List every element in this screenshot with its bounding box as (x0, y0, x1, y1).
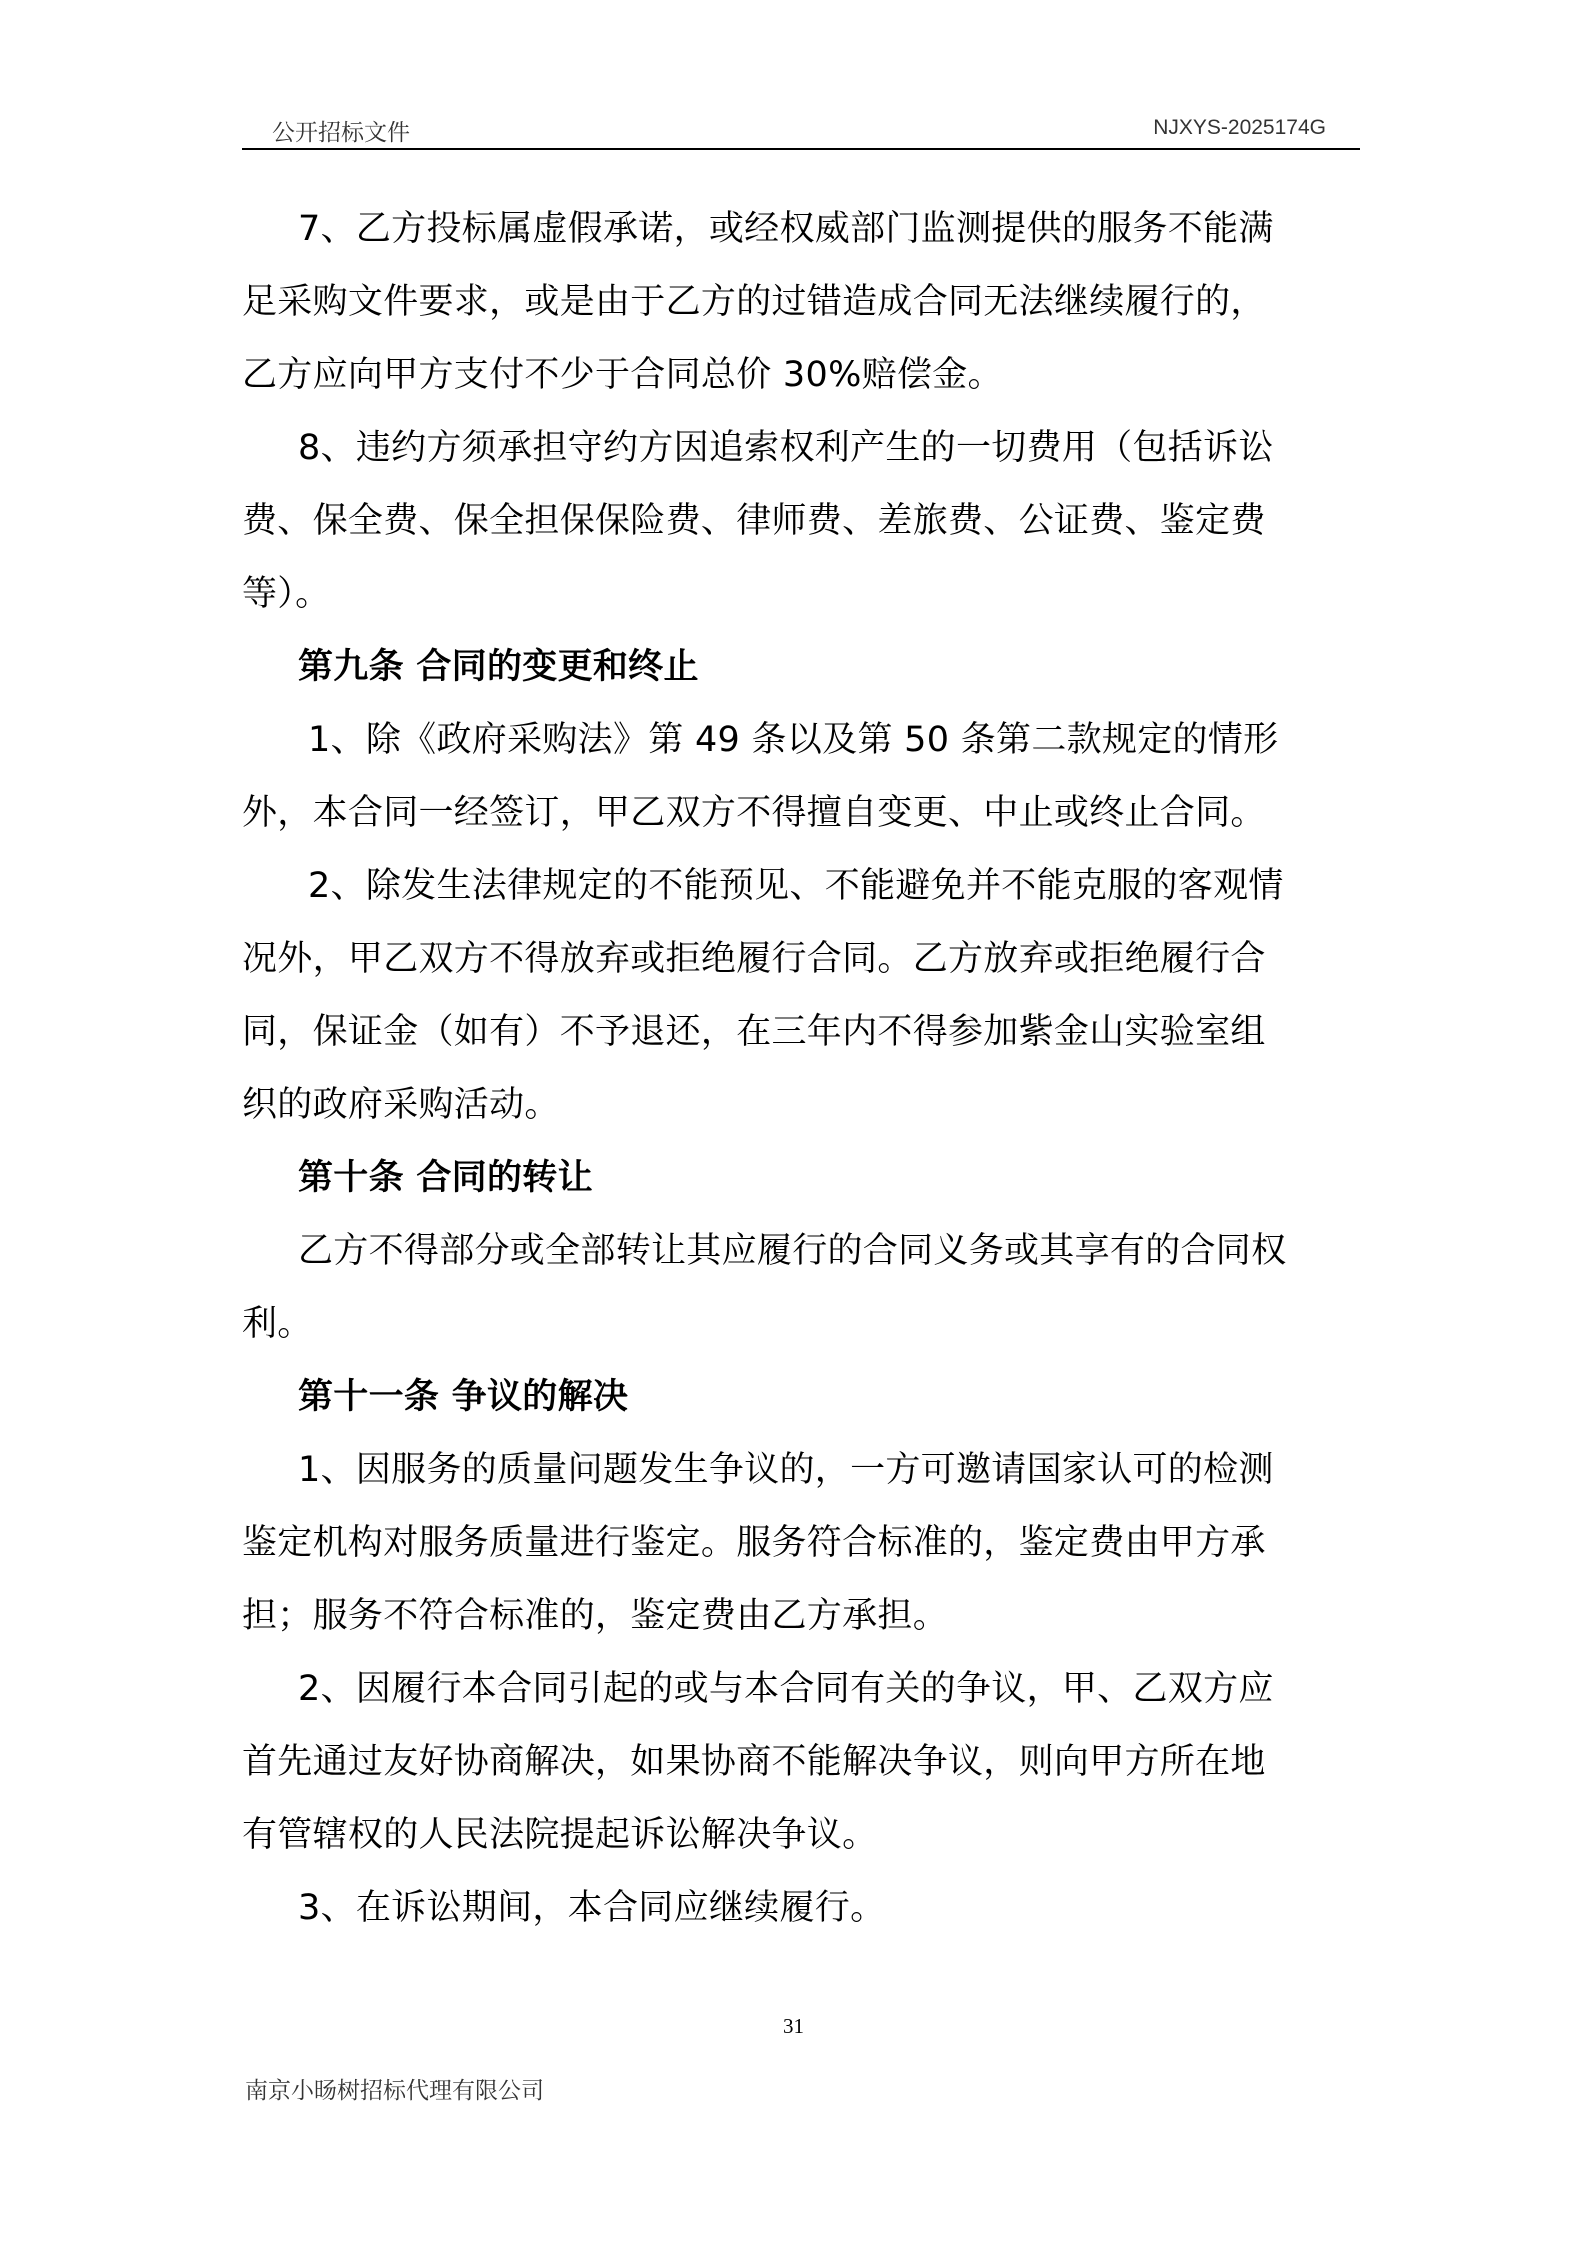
section-10-line-2: 利。 (242, 1304, 313, 1344)
clause-8-line-1: 8、违约方须承担守约方因追索权利产生的一切费用（包括诉讼 (298, 428, 1274, 468)
header-doc-number: NJXYS-2025174G (1153, 116, 1326, 139)
section-11-item-3-line-1: 3、在诉讼期间，本合同应继续履行。 (298, 1888, 886, 1928)
section-11-item-2-line-2: 首先通过友好协商解决，如果协商不能解决争议，则向甲方所在地 (242, 1742, 1266, 1782)
section-10-heading: 第十条 合同的转让 (298, 1158, 593, 1198)
section-9-item-2-line-3: 同，保证金（如有）不予退还，在三年内不得参加紫金山实验室组 (242, 1012, 1266, 1052)
clause-7-line-1: 7、乙方投标属虚假承诺，或经权威部门监测提供的服务不能满 (298, 209, 1274, 249)
clause-8-line-2: 费、保全费、保全担保保险费、律师费、差旅费、公证费、鉴定费 (242, 501, 1266, 541)
page-footer-company: 南京小旸树招标代理有限公司 (245, 2078, 544, 2104)
section-11-item-1-line-2: 鉴定机构对服务质量进行鉴定。服务符合标准的，鉴定费由甲方承 (242, 1523, 1266, 1563)
section-9-item-1-line-1: 1、除《政府采购法》第 49 条以及第 50 条第二款规定的情形 (308, 720, 1279, 760)
section-11-item-1-line-1: 1、因服务的质量问题发生争议的，一方可邀请国家认可的检测 (298, 1450, 1274, 1490)
clause-7-line-2: 足采购文件要求，或是由于乙方的过错造成合同无法继续履行的， (242, 282, 1266, 322)
section-9-item-2-line-4: 织的政府采购活动。 (242, 1085, 560, 1125)
header-doc-type: 公开招标文件 (272, 120, 410, 146)
section-11-item-1-line-3: 担；服务不符合标准的，鉴定费由乙方承担。 (242, 1596, 949, 1636)
section-11-item-2-line-1: 2、因履行本合同引起的或与本合同有关的争议，甲、乙双方应 (298, 1669, 1274, 1709)
section-11-item-2-line-3: 有管辖权的人民法院提起诉讼解决争议。 (242, 1815, 878, 1855)
clause-8-line-3: 等）。 (242, 574, 331, 614)
section-9-item-2-line-1: 2、除发生法律规定的不能预见、不能避免并不能克服的客观情 (308, 866, 1284, 906)
section-9-item-2-line-2: 况外，甲乙双方不得放弃或拒绝履行合同。乙方放弃或拒绝履行合 (242, 939, 1266, 979)
section-9-heading: 第九条 合同的变更和终止 (298, 647, 699, 687)
section-9-item-1-line-2: 外，本合同一经签订，甲乙双方不得擅自变更、中止或终止合同。 (242, 793, 1266, 833)
page-number: 31 (783, 2014, 804, 2038)
section-10-line-1: 乙方不得部分或全部转让其应履行的合同义务或其享有的合同权 (298, 1231, 1287, 1271)
clause-7-line-3: 乙方应向甲方支付不少于合同总价 30%赔偿金。 (242, 355, 1003, 395)
section-11-heading: 第十一条 争议的解决 (298, 1377, 629, 1417)
page-header (242, 112, 1360, 150)
